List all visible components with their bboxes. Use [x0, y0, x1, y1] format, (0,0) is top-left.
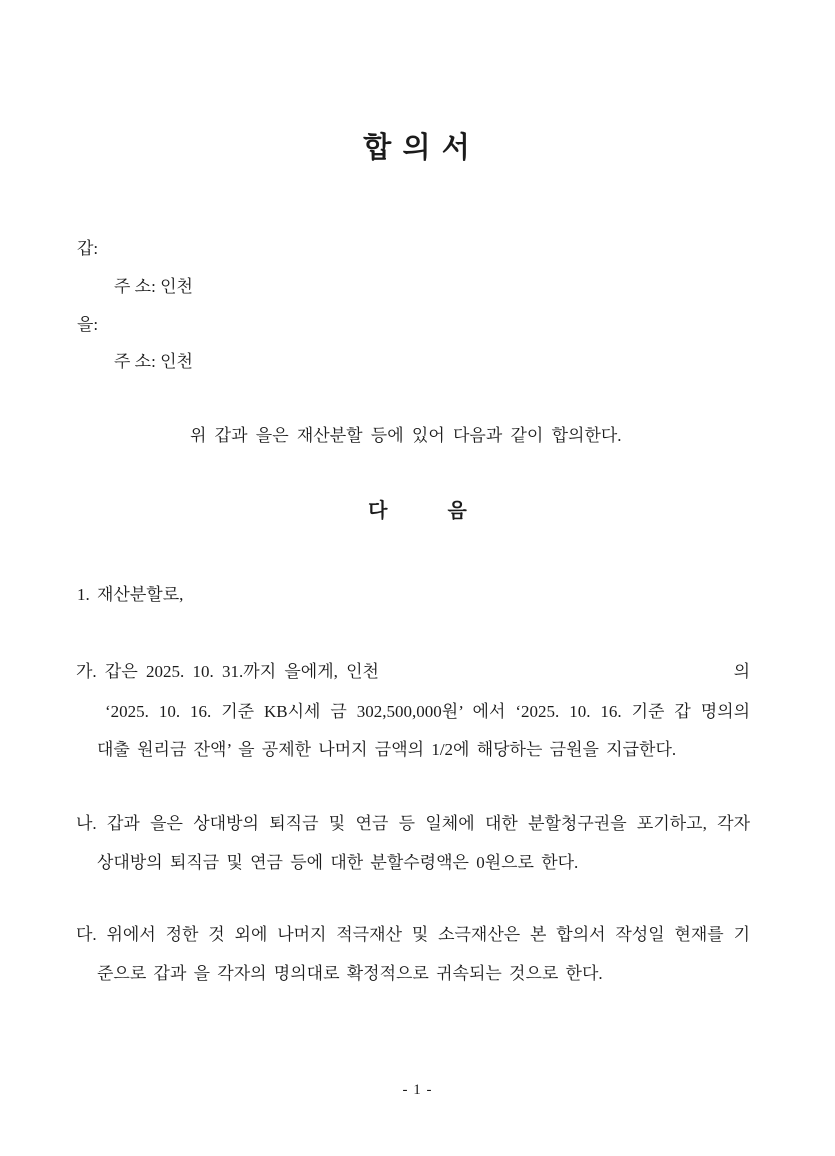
- party-a-label: 갑:: [77, 239, 99, 258]
- clause-1-heading: 1. 재산분할로,: [77, 585, 184, 604]
- clause-1-item-da-line1: 다. 위에서 정한 것 외에 나머지 적극재산 및 소극재산은 본 합의서 작성일 현재를 기: [76, 925, 750, 944]
- clause-1-item-na-line2: 상대방의 퇴직금 및 연금 등에 대한 분할수령액은 0원으로 한다.: [97, 853, 579, 872]
- clause-1-item-ga-line1: [76, 661, 750, 682]
- intro-sentence: 위 갑과 을은 재산분할 등에 있어 다음과 같이 합의한다.: [190, 426, 622, 445]
- clause-1-item-ga-line3: 대출 원리금 잔액’ 을 공제한 나머지 금액의 1/2에 해당하는 금원을 지급한다.: [97, 740, 677, 759]
- section-heading-daeum: 다 음: [368, 500, 467, 522]
- clause-1-item-ga-line1-right: 의: [733, 662, 750, 681]
- party-b-label: 을:: [77, 315, 99, 334]
- party-b-address: 주 소: 인천: [114, 352, 193, 371]
- clause-1-item-ga-line2: ‘2025. 10. 16. 기준 KB시세 금 302,500,000원’ 에서 ‘2025. 10. 16. 기준 갑 명의의: [105, 702, 750, 721]
- page-number: - 1 -: [402, 1082, 433, 1098]
- party-a-address: 주 소: 인천: [114, 277, 193, 296]
- document-title: 합 의 서: [363, 132, 472, 164]
- clause-1-item-na-line1: 나. 갑과 을은 상대방의 퇴직금 및 연금 등 일체에 대한 분할청구권을 포기하고, 각자: [76, 814, 750, 833]
- clause-1-item-ga-line1-left: 가. 갑은 2025. 10. 31.까지 을에게, 인천: [76, 662, 379, 681]
- clause-1-item-da-line2: 준으로 갑과 을 각자의 명의대로 확정적으로 귀속되는 것으로 한다.: [97, 964, 603, 983]
